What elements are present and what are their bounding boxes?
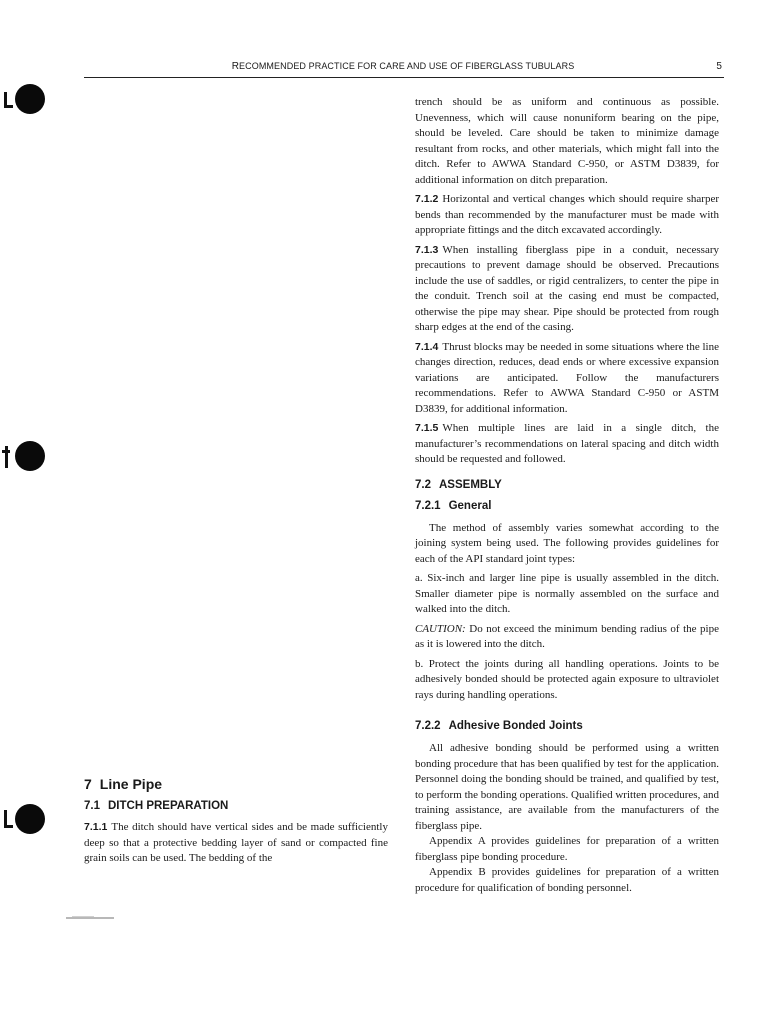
paragraph-text: When multiple lines are laid in a single ditch, the manufacturer’s recommendations on lateral spacing and ditch width should be requested and followed. (415, 422, 719, 465)
section-number: 7.1.4 (415, 340, 439, 353)
paragraph-continuation: trench should be as uniform and continuous as possible. Unevenness, which will cause nonuniform bearing on the pipe, should be leveled. Care should be taken to minimize damage resultant from rocks, and other materials, which might fall into the ditch. Refer to AWWA Standard C-950, or ASTM D3839, for additional information on ditch preparation. (415, 96, 719, 186)
section-number: 7.1.2 (415, 193, 439, 205)
section-number: 7.1.5 (415, 422, 439, 434)
scan-artifact (66, 915, 116, 921)
section-number: 7 (84, 776, 92, 792)
running-title: RECOMMENDED PRACTICE FOR CARE AND USE OF FIBERGLASS TUBULARS (231, 61, 575, 72)
left-column (84, 775, 388, 871)
paragraph-7-1-1 (84, 820, 388, 867)
paragraph-7-1-2 (415, 192, 719, 239)
heading-7-1 (84, 799, 388, 814)
section-number: 7.2.2 (415, 720, 441, 732)
section-number: 7.1.1 (84, 821, 108, 833)
caution-label: CAUTION: (415, 622, 466, 635)
header-rule (84, 77, 724, 78)
paragraph-text: Horizontal and vertical changes which should require sharper bends than recommended by the manufacturer must be made with appropriate fittings and the ditch excavated accordingly. (415, 193, 719, 236)
section-number: 7.1 (84, 800, 100, 812)
paragraph-item-a: a. Six-inch and larger line pipe is usually assembled in the ditch. Smaller diameter pipe is normally assembled on the surface and walked into the ditch. (415, 572, 719, 615)
section-number: 7.1.3 (415, 243, 439, 256)
punch-hole-mark-bottom (0, 800, 48, 840)
right-column (415, 95, 719, 896)
paragraph-general: The method of assembly varies somewhat according to the joining system being used. The following provides guidelines for each of the API standard joint types: (415, 521, 719, 565)
heading-text: Adhesive Bonded Joints (448, 720, 583, 732)
heading-7-2-2 (415, 719, 719, 734)
heading-text: ASSEMBLY (439, 478, 502, 491)
paragraph-appendix-a: Appendix A provides guidelines for preparation of a written fiberglass pipe bonding procedure. (415, 835, 719, 863)
paragraph-appendix-b: Appendix B provides guidelines for preparation of a written procedure for qualification of bonding personnel. (415, 866, 719, 894)
heading-text: Line Pipe (99, 776, 163, 792)
paragraph-caution (415, 622, 719, 653)
heading-7 (84, 775, 388, 793)
paragraph-item-b: b. Protect the joints during all handling operations. Joints to be adhesively bonded should be protected again exposure to ultraviolet rays during handling operations. (415, 657, 719, 701)
paragraph-7-1-5 (415, 421, 719, 468)
paragraph-adhesive: All adhesive bonding should be performed using a written bonding procedure that has been qualified by test for the application. Personnel doing the bonding should be trained, and qualified by test, to perform the bonding operations. Qualified written procedures, and training assistance, are available from the manufacturers of the fiberglass pipe. (415, 742, 719, 832)
heading-text: DITCH PREPARATION (108, 800, 229, 812)
paragraph-7-1-3 (415, 243, 719, 336)
section-number: 7.2.1 (415, 499, 441, 512)
paragraph-text: Do not exceed the minimum bending radius of the pipe as it is lowered into the ditch. (415, 622, 719, 650)
paragraph-text: When installing fiberglass pipe in a conduit, necessary precautions to prevent damage should be observed. Precautions include the use of saddles, or rigid centralizers, to center the pipe in the conduit. Trench soil at the casing end must be compacted, otherwise the pipe may shear. Pipe should be protected from rough sharp edges at the end of the casing. (415, 243, 719, 333)
section-number: 7.2 (415, 478, 431, 491)
paragraph-text: The ditch should have vertical sides and be made sufficiently deep so that a protective bedding layer of sand or compacted fine grain soils can be used. The bedding of the (84, 821, 388, 864)
paragraph-7-1-4 (415, 340, 719, 418)
punch-hole-mark-top (0, 80, 48, 120)
punch-hole-mark-middle (0, 436, 48, 476)
paragraph-text: Thrust blocks may be needed in some situations where the line changes direction, reduces, dead ends or where excessive expansion variations are anticipated. Follow the manufacturers recommendations. Refer to AWWA Standard C-950 or ASTM D3839, for additional information. (415, 340, 719, 415)
running-header (84, 61, 722, 75)
heading-7-2-1 (415, 499, 719, 514)
heading-text: General (448, 499, 492, 512)
page-number: 5 (716, 61, 722, 72)
heading-7-2 (415, 478, 719, 493)
